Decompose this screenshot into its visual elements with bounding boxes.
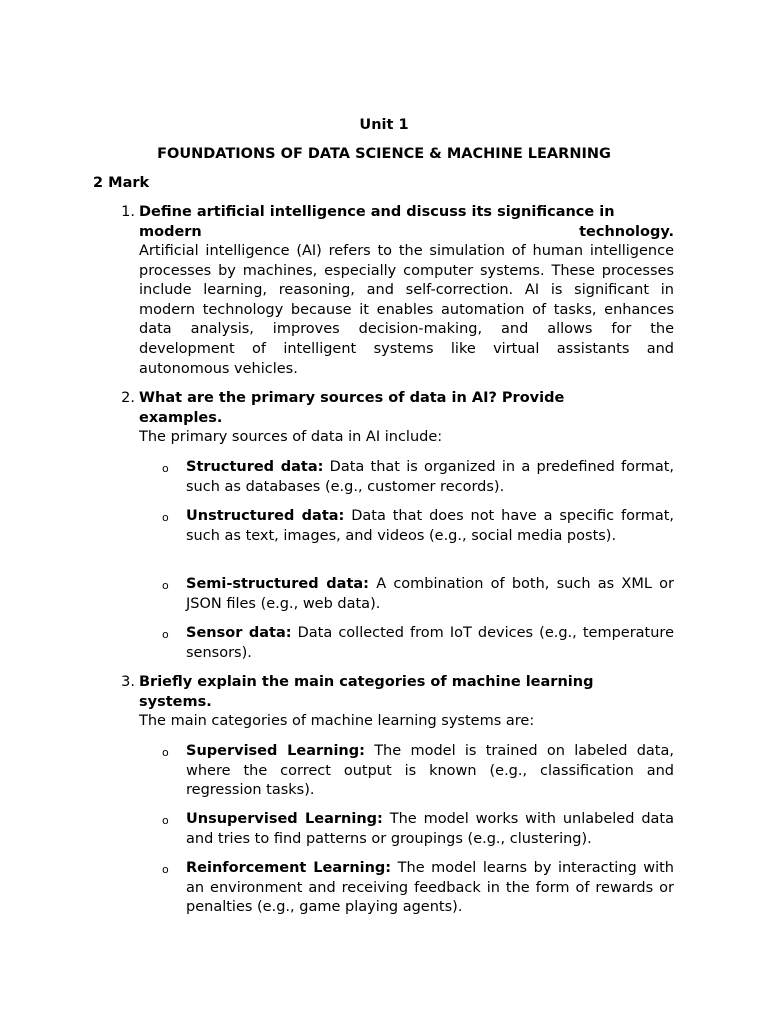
question-3 bbox=[121, 673, 674, 732]
question-title bbox=[139, 203, 674, 242]
list-item bbox=[162, 458, 674, 497]
question-title-line-1: Briefly explain the main categories of machine learning bbox=[139, 674, 594, 690]
list-item-text: The model is trained on labeled data, where the correct output is known (e.g., classification and regression tasks). bbox=[186, 743, 674, 799]
question-title bbox=[139, 673, 674, 712]
question-2 bbox=[121, 389, 674, 448]
bullet-icon: o bbox=[162, 863, 169, 876]
question-intro: The main categories of machine learning systems are: bbox=[139, 713, 535, 729]
question-intro: The primary sources of data in AI include: bbox=[139, 429, 443, 445]
list-item bbox=[162, 575, 674, 614]
list-item-term: Supervised Learning: bbox=[186, 743, 365, 759]
list-item-text: A combination of both, such as XML or JSON files (e.g., web data). bbox=[186, 576, 674, 612]
list-item-text: The model works with unlabeled data and tries to find patterns or groupings (e.g., clustering). bbox=[186, 811, 674, 847]
question-title-line-2: modern technology. bbox=[139, 223, 674, 240]
question-title-line-1: Define artificial intelligence and discuss its significance in bbox=[139, 204, 615, 220]
list-item bbox=[162, 742, 674, 801]
bullet-icon: o bbox=[162, 511, 169, 524]
bullet-icon: o bbox=[162, 746, 169, 759]
question-number: 1. bbox=[121, 204, 135, 220]
list-item-text: The model learns by interacting with an environment and receiving feedback in the form of rewards or penalties (e.g., game playing agents). bbox=[186, 860, 675, 916]
unit-title: Unit 1 bbox=[359, 117, 409, 133]
bullet-icon: o bbox=[162, 462, 169, 475]
list-item-term: Unsupervised Learning: bbox=[186, 811, 383, 827]
list-item bbox=[162, 624, 674, 663]
bullet-icon: o bbox=[162, 628, 169, 641]
question-title-line-2: examples. bbox=[139, 409, 223, 426]
question-title-line-1: What are the primary sources of data in AI? Provide bbox=[139, 390, 565, 406]
list-item-term: Reinforcement Learning: bbox=[186, 860, 392, 876]
section-heading: 2 Mark bbox=[93, 175, 150, 191]
question-answer: Artificial intelligence (AI) refers to the simulation of human intelligence processes by machines, especially computer systems. These processes include learning, reasoning, and self-correction. AI is significant in modern technology because it enables automation of tasks, enhances data analysis, improves decision-making, and allows for the development of intelligent systems like virtual assistants and autonomous vehicles. bbox=[139, 243, 674, 377]
list-item-text: Data collected from IoT devices (e.g., temperature sensors). bbox=[186, 625, 674, 661]
list-item-term: Unstructured data: bbox=[186, 508, 345, 524]
list-item bbox=[162, 859, 675, 918]
bullet-icon: o bbox=[162, 579, 169, 592]
question-title bbox=[139, 389, 674, 428]
list-item-term: Structured data: bbox=[186, 459, 324, 475]
question-number: 3. bbox=[121, 674, 135, 690]
list-item-text: Data that is organized in a predefined format, such as databases (e.g., customer records). bbox=[186, 459, 674, 495]
list-item-text: Data that does not have a specific format, such as text, images, and videos (e.g., social media posts). bbox=[186, 508, 674, 544]
question-number: 2. bbox=[121, 390, 135, 406]
document-title: FOUNDATIONS OF DATA SCIENCE & MACHINE LEARNING bbox=[157, 146, 611, 162]
bullet-icon: o bbox=[162, 814, 169, 827]
question-1 bbox=[121, 203, 674, 379]
list-item bbox=[162, 507, 674, 546]
list-item-term: Semi-structured data: bbox=[186, 576, 369, 592]
list-item-term: Sensor data: bbox=[186, 625, 292, 641]
question-title-line-2: systems. bbox=[139, 693, 212, 710]
list-item bbox=[162, 810, 674, 849]
